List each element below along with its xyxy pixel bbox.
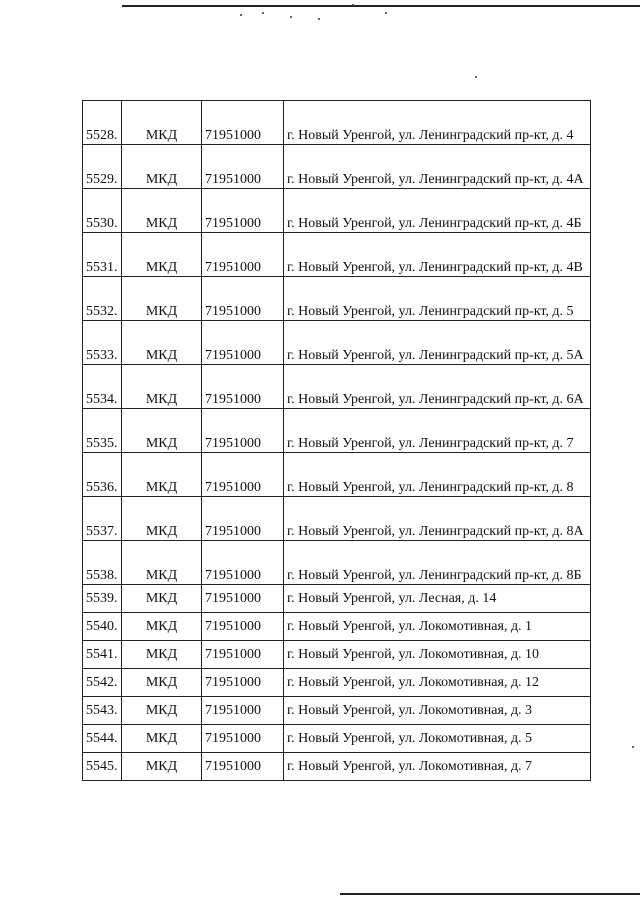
- table-row: [83, 613, 591, 641]
- bottom-scan-rule: [340, 893, 640, 895]
- row-number-cell: 5542.: [83, 669, 122, 697]
- address-cell: г. Новый Уренгой, ул. Ленинградский пр-кт, д. 4А: [284, 145, 591, 189]
- oktmo-code-cell: 71951000: [202, 753, 284, 781]
- address-cell: г. Новый Уренгой, ул. Локомотивная, д. 3: [284, 697, 591, 725]
- object-type-cell: МКД: [122, 453, 202, 497]
- housing-registry-table: [82, 100, 591, 781]
- address-cell: г. Новый Уренгой, ул. Локомотивная, д. 10: [284, 641, 591, 669]
- address-cell: г. Новый Уренгой, ул. Локомотивная, д. 1: [284, 613, 591, 641]
- oktmo-code-cell: 71951000: [202, 101, 284, 145]
- object-type-cell: МКД: [122, 365, 202, 409]
- table-row: [83, 145, 591, 189]
- row-number-cell: 5531.: [83, 233, 122, 277]
- address-cell: г. Новый Уренгой, ул. Локомотивная, д. 7: [284, 753, 591, 781]
- scan-speck: [240, 14, 242, 16]
- address-cell: г. Новый Уренгой, ул. Ленинградский пр-кт, д. 8: [284, 453, 591, 497]
- row-number-cell: 5539.: [83, 585, 122, 613]
- row-number-cell: 5534.: [83, 365, 122, 409]
- oktmo-code-cell: 71951000: [202, 277, 284, 321]
- address-cell: г. Новый Уренгой, ул. Ленинградский пр-кт, д. 5А: [284, 321, 591, 365]
- row-number-cell: 5538.: [83, 541, 122, 585]
- registry-body: [83, 101, 591, 781]
- table-row: [83, 321, 591, 365]
- oktmo-code-cell: 71951000: [202, 585, 284, 613]
- oktmo-code-cell: 71951000: [202, 233, 284, 277]
- row-number-cell: 5530.: [83, 189, 122, 233]
- address-cell: г. Новый Уренгой, ул. Лесная, д. 14: [284, 585, 591, 613]
- address-cell: г. Новый Уренгой, ул. Ленинградский пр-кт, д. 4Б: [284, 189, 591, 233]
- row-number-cell: 5537.: [83, 497, 122, 541]
- object-type-cell: МКД: [122, 145, 202, 189]
- row-number-cell: 5544.: [83, 725, 122, 753]
- address-cell: г. Новый Уренгой, ул. Ленинградский пр-кт, д. 6А: [284, 365, 591, 409]
- table-row: [83, 753, 591, 781]
- oktmo-code-cell: 71951000: [202, 669, 284, 697]
- table-row: [83, 641, 591, 669]
- oktmo-code-cell: 71951000: [202, 497, 284, 541]
- row-number-cell: 5536.: [83, 453, 122, 497]
- table-row: [83, 725, 591, 753]
- object-type-cell: МКД: [122, 101, 202, 145]
- oktmo-code-cell: 71951000: [202, 409, 284, 453]
- object-type-cell: МКД: [122, 641, 202, 669]
- row-number-cell: 5535.: [83, 409, 122, 453]
- address-cell: г. Новый Уренгой, ул. Ленинградский пр-кт, д. 5: [284, 277, 591, 321]
- table-row: [83, 453, 591, 497]
- table-row: [83, 541, 591, 585]
- scan-speck: [352, 4, 354, 6]
- oktmo-code-cell: 71951000: [202, 145, 284, 189]
- row-number-cell: 5533.: [83, 321, 122, 365]
- oktmo-code-cell: 71951000: [202, 453, 284, 497]
- table-row: [83, 697, 591, 725]
- table-row: [83, 233, 591, 277]
- object-type-cell: МКД: [122, 409, 202, 453]
- table-row: [83, 365, 591, 409]
- oktmo-code-cell: 71951000: [202, 725, 284, 753]
- top-scan-rule: [122, 5, 640, 7]
- object-type-cell: МКД: [122, 613, 202, 641]
- table-row: [83, 497, 591, 541]
- object-type-cell: МКД: [122, 725, 202, 753]
- row-number-cell: 5532.: [83, 277, 122, 321]
- object-type-cell: МКД: [122, 669, 202, 697]
- row-number-cell: 5545.: [83, 753, 122, 781]
- scan-speck: [632, 746, 634, 748]
- address-cell: г. Новый Уренгой, ул. Ленинградский пр-кт, д. 8А: [284, 497, 591, 541]
- object-type-cell: МКД: [122, 541, 202, 585]
- object-type-cell: МКД: [122, 497, 202, 541]
- scan-speck: [290, 16, 292, 18]
- row-number-cell: 5529.: [83, 145, 122, 189]
- table-row: [83, 101, 591, 145]
- table-row: [83, 409, 591, 453]
- scan-speck: [385, 12, 387, 14]
- table-row: [83, 277, 591, 321]
- row-number-cell: 5528.: [83, 101, 122, 145]
- oktmo-code-cell: 71951000: [202, 321, 284, 365]
- address-cell: г. Новый Уренгой, ул. Ленинградский пр-кт, д. 4В: [284, 233, 591, 277]
- object-type-cell: МКД: [122, 233, 202, 277]
- object-type-cell: МКД: [122, 585, 202, 613]
- oktmo-code-cell: 71951000: [202, 189, 284, 233]
- object-type-cell: МКД: [122, 321, 202, 365]
- oktmo-code-cell: 71951000: [202, 613, 284, 641]
- oktmo-code-cell: 71951000: [202, 697, 284, 725]
- row-number-cell: 5543.: [83, 697, 122, 725]
- table-row: [83, 669, 591, 697]
- object-type-cell: МКД: [122, 697, 202, 725]
- object-type-cell: МКД: [122, 753, 202, 781]
- oktmo-code-cell: 71951000: [202, 541, 284, 585]
- scan-speck: [318, 18, 320, 20]
- address-cell: г. Новый Уренгой, ул. Ленинградский пр-кт, д. 7: [284, 409, 591, 453]
- object-type-cell: МКД: [122, 277, 202, 321]
- object-type-cell: МКД: [122, 189, 202, 233]
- row-number-cell: 5541.: [83, 641, 122, 669]
- address-cell: г. Новый Уренгой, ул. Ленинградский пр-кт, д. 8Б: [284, 541, 591, 585]
- scan-speck: [262, 12, 264, 14]
- address-cell: г. Новый Уренгой, ул. Локомотивная, д. 12: [284, 669, 591, 697]
- row-number-cell: 5540.: [83, 613, 122, 641]
- address-cell: г. Новый Уренгой, ул. Ленинградский пр-кт, д. 4: [284, 101, 591, 145]
- scan-speck: [475, 76, 477, 78]
- table-row: [83, 585, 591, 613]
- oktmo-code-cell: 71951000: [202, 365, 284, 409]
- table-row: [83, 189, 591, 233]
- address-cell: г. Новый Уренгой, ул. Локомотивная, д. 5: [284, 725, 591, 753]
- oktmo-code-cell: 71951000: [202, 641, 284, 669]
